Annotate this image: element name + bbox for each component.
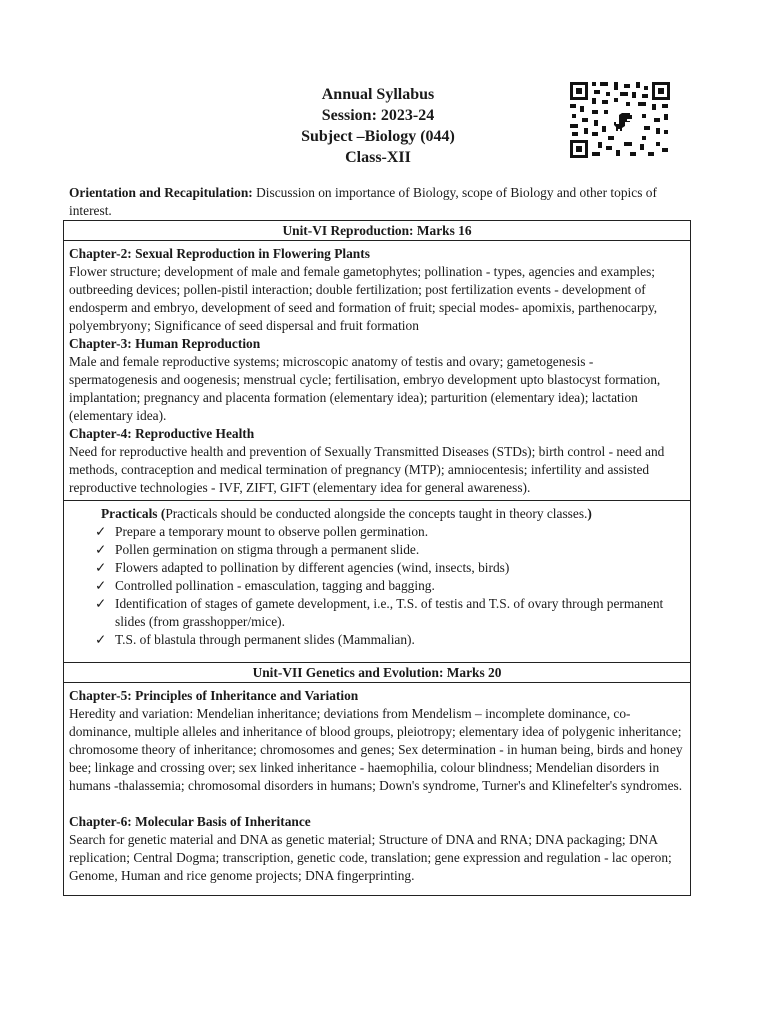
chapter-5-title: Chapter-5: Principles of Inheritance and Variation (69, 688, 359, 703)
practical-text: Controlled pollination - emasculation, tagging and bagging. (115, 578, 435, 593)
list-item (95, 523, 684, 541)
unit-7-heading: Unit-VII Genetics and Evolution: Marks 20 (64, 663, 690, 683)
practical-text: Prepare a temporary mount to observe pollen germination. (115, 524, 429, 539)
list-item (95, 631, 684, 649)
unit-6-chapters-cell (64, 241, 690, 501)
chapter-6-title: Chapter-6: Molecular Basis of Inheritance (69, 814, 311, 829)
unit-7-chapters-cell (64, 683, 690, 895)
chapter-2-title: Chapter-2: Sexual Reproduction in Flowering Plants (69, 246, 370, 261)
syllabus-table (63, 220, 691, 896)
chapter-6-body: Search for genetic material and DNA as genetic material; Structure of DNA and RNA; DNA packaging; DNA replication; Central Dogma; transcription, genetic code, translation; gene expression and regulation - lac operon; Genome, Human and rice genome projects; DNA fingerprinting. (69, 832, 672, 883)
chapter-4-body: Need for reproductive health and prevention of Sexually Transmitted Diseases (STDs); birth control - need and methods, contraception and medical termination of pregnancy (MTP); amniocentesis; infertility and assisted reproductive technologies - IVF, ZIFT, GIFT (elementary idea for general awareness). (69, 444, 665, 495)
chapter-2-body: Flower structure; development of male and female gametophytes; pollination - types, agencies and examples; outbreeding devices; pollen-pistil interaction; double fertilization; post fertilization events - development of endosperm and embryo, development of seed and formation of fruit; special modes- apomixis, parthenocarpy, polyembryony; Significance of seed dispersal and fruit formation (69, 264, 658, 333)
practical-text: Pollen germination on stigma through a permanent slide. (115, 542, 420, 557)
practical-text: Identification of stages of gamete development, i.e., T.S. of testis and T.S. of ovary through permanent slides (from grasshopper/mice). (115, 596, 664, 629)
chapter-4-title: Chapter-4: Reproductive Health (69, 426, 255, 441)
session-line: Session: 2023-24 (321, 107, 435, 124)
checkmark-icon: ✓ (95, 596, 107, 611)
qr-code-icon (568, 80, 672, 160)
unit-6-heading: Unit-VI Reproduction: Marks 16 (64, 221, 690, 241)
orientation-text: Discussion on importance of Biology, scope of Biology and other topics of interest. (69, 185, 657, 218)
class-line: Class-XII (345, 149, 411, 166)
orientation-label: Orientation and Recapitulation: (69, 185, 253, 200)
list-item (95, 559, 684, 577)
document-title: Annual Syllabus (321, 86, 435, 103)
checkmark-icon: ✓ (95, 542, 107, 557)
practicals-list (69, 523, 684, 649)
list-item (95, 541, 684, 559)
checkmark-icon: ✓ (95, 632, 107, 647)
checkmark-icon: ✓ (95, 524, 107, 539)
practicals-label: Practicals ( (101, 506, 166, 521)
practicals-cell (64, 501, 690, 663)
practical-text: Flowers adapted to pollination by different agencies (wind, insects, birds) (115, 560, 510, 575)
chapter-3-body: Male and female reproductive systems; microscopic anatomy of testis and ovary; gametogenesis - spermatogenesis and oogenesis; menstrual cycle; fertilisation, embryo development upto blastocyst formation, implantation; pregnancy and placenta formation (elementary idea); parturition (elementary idea); lactation (elementary idea). (69, 354, 661, 423)
list-item (95, 577, 684, 595)
list-item (95, 595, 684, 631)
practicals-note: Practicals should be conducted alongside the concepts taught in theory classes. (165, 506, 588, 521)
checkmark-icon: ✓ (95, 560, 107, 575)
orientation-paragraph (69, 184, 691, 220)
practicals-close: ) (587, 506, 592, 521)
practicals-heading (69, 505, 684, 523)
checkmark-icon: ✓ (95, 578, 107, 593)
subject-line: Subject –Biology (044) (301, 128, 455, 145)
chapter-3-title: Chapter-3: Human Reproduction (69, 336, 261, 351)
chapter-5-body: Heredity and variation: Mendelian inheritance; deviations from Mendelism – incomplete dominance, co-dominance, multiple alleles and inheritance of blood groups, pleiotropy; elementary idea of polygenic inheritance; chromosome theory of inheritance; chromosomes and genes; Sex determination - in human being, birds and honey bee; linkage and crossing over; sex linked inheritance - haemophilia, colour blindness; Mendelian disorders in humans -thalassemia; chromosomal disorders in humans; Down's syndrome, Turner's and Klinefelter's syndromes. (69, 706, 683, 793)
practical-text: T.S. of blastula through permanent slides (Mammalian). (115, 632, 415, 647)
